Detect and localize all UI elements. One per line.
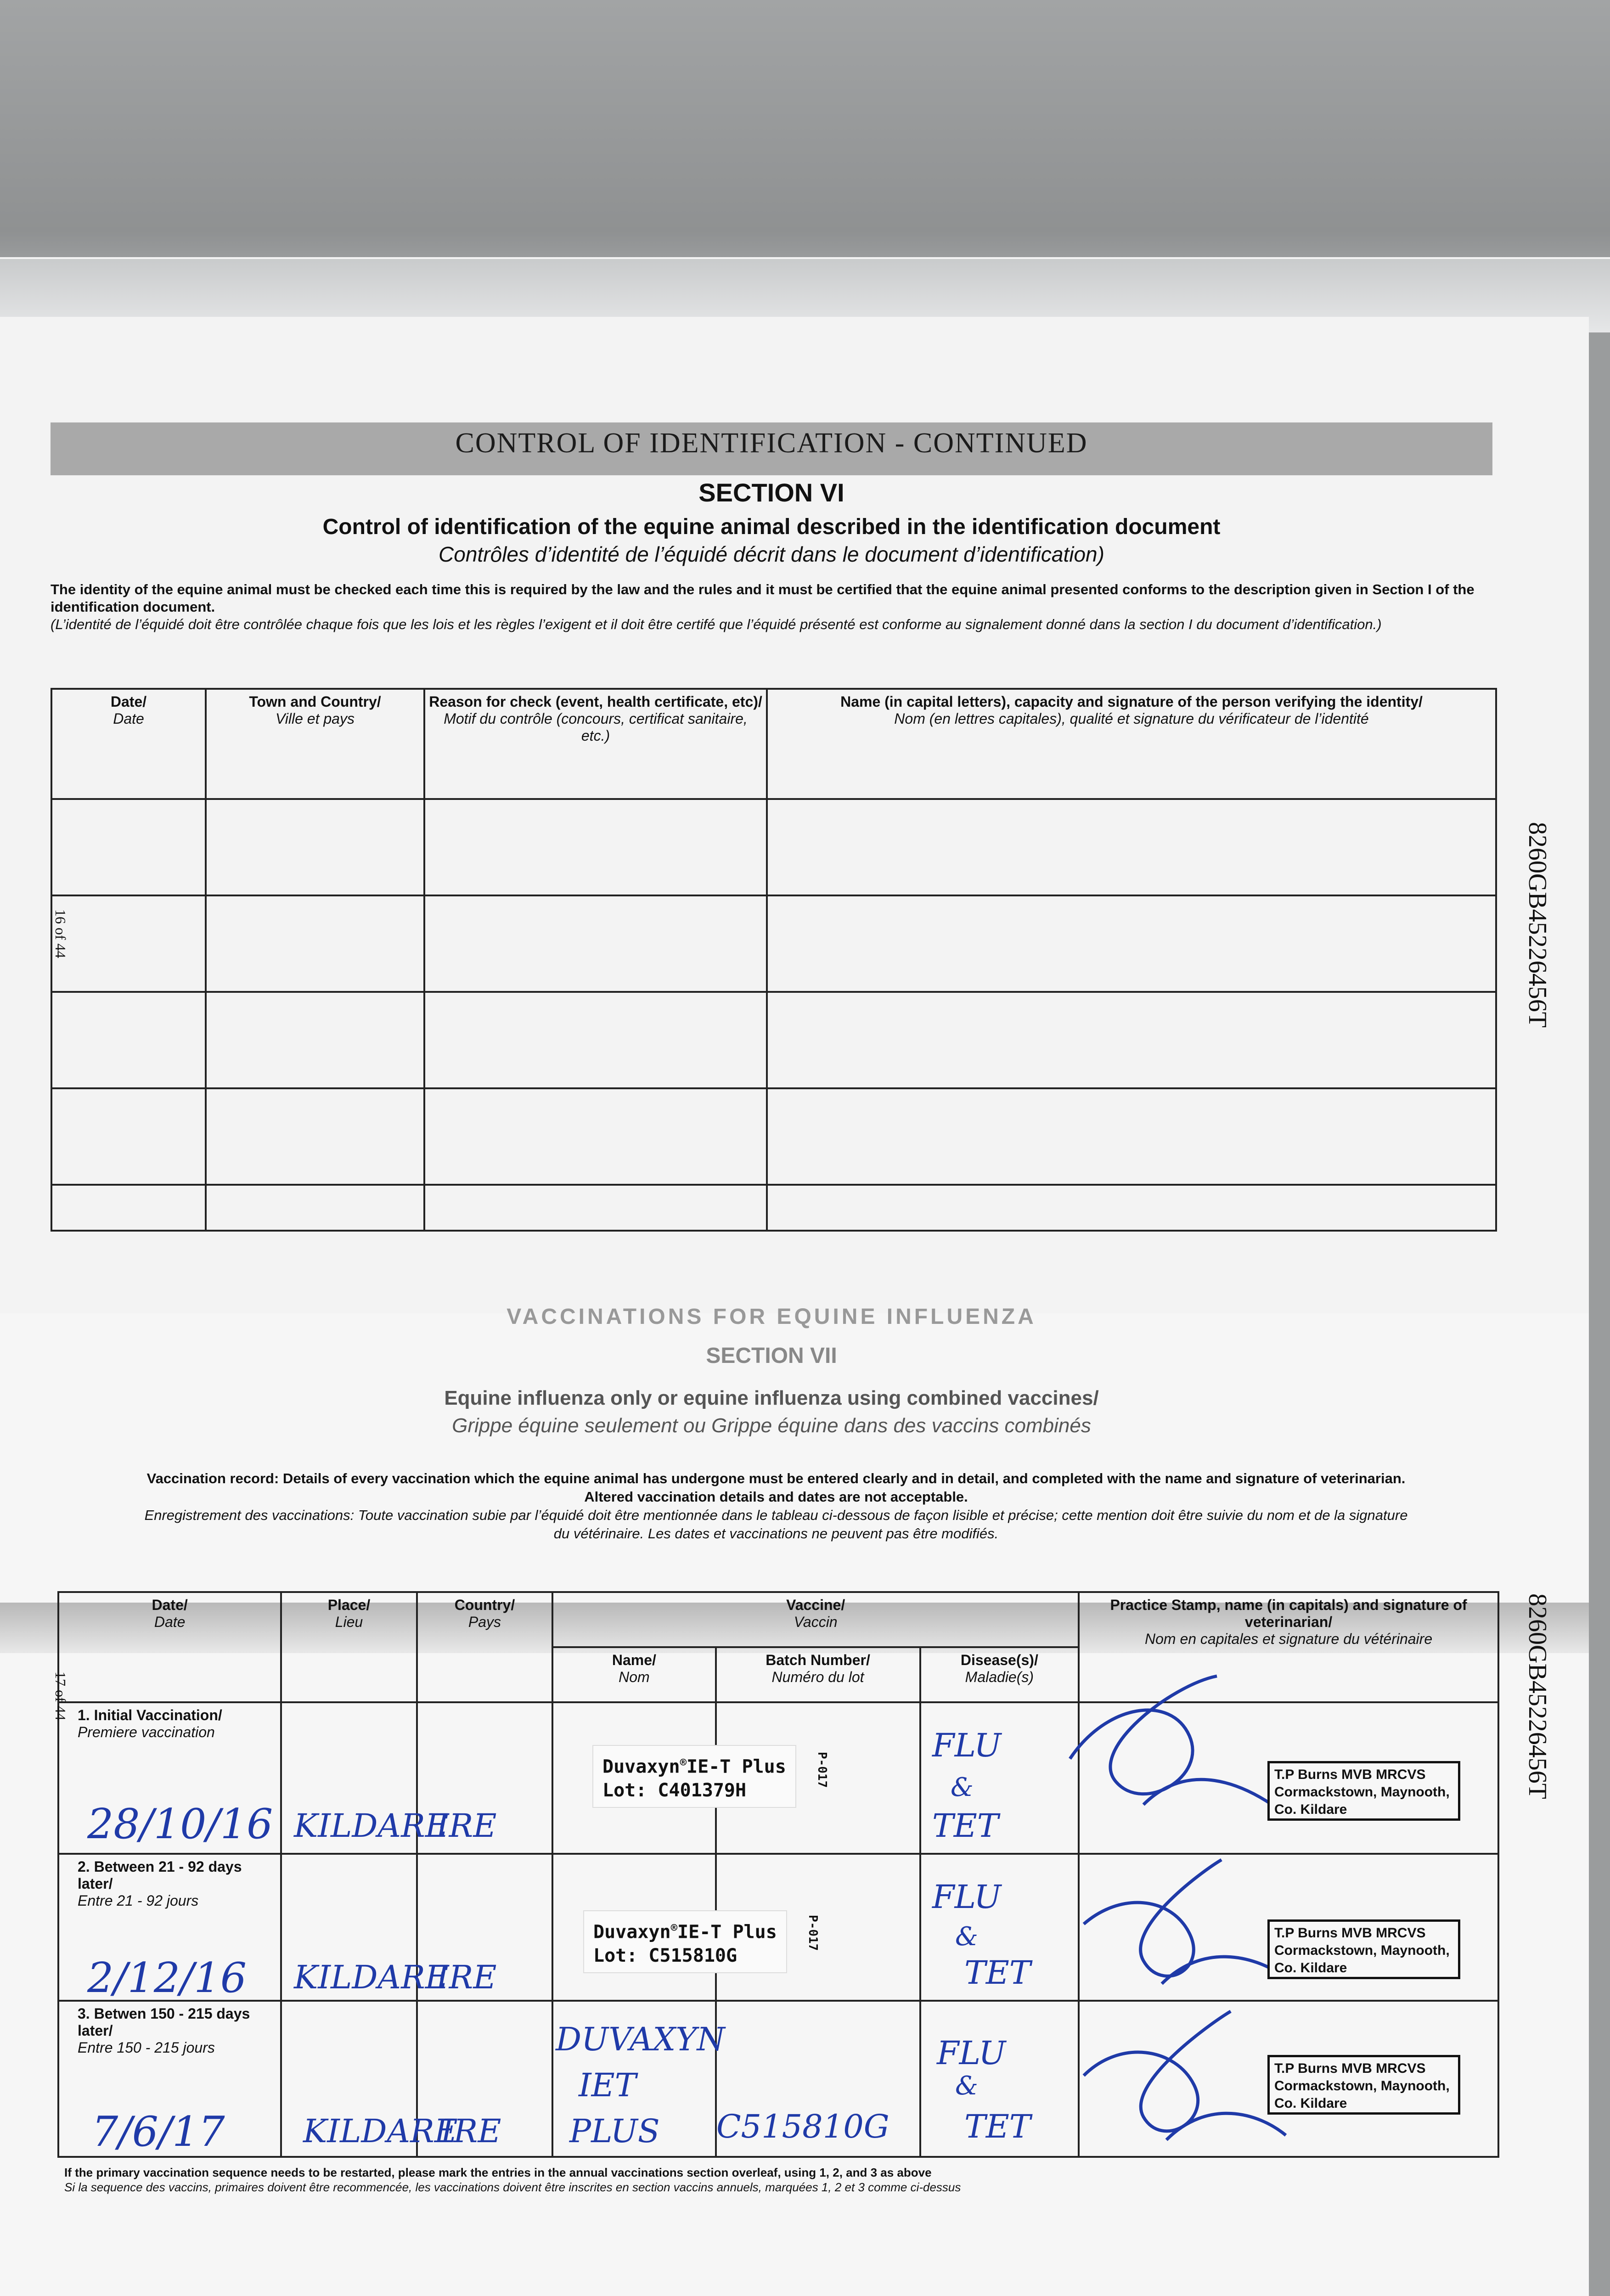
row2-place: KILDARE xyxy=(294,1958,449,1996)
table-row xyxy=(51,1185,1496,1231)
row1-date: 28/10/16 xyxy=(87,1800,273,1848)
intro-fr: (L’identité de l’équidé doit être contrôlée chaque fois que les lois et les règles l’exigent et il doit être certifé que l’équidé présenté est conforme au signalement donné dans la section I du document d’identification.) xyxy=(51,616,1382,632)
row1-sticker-code: P-017 xyxy=(815,1752,829,1788)
col-practice: Practice Stamp, name (in capitals) and signature of veterinarian/ Nom en capitales et signature du vétérinaire xyxy=(1079,1592,1498,1702)
row3-vaccine-1: DUVAXYN xyxy=(556,2020,725,2058)
section-vii-band-title: VACCINATIONS FOR EQUINE INFLUENZA xyxy=(507,1305,1036,1329)
table-row: 2. Between 21 - 92 days later/ Entre 21 - 92 jours xyxy=(58,1854,1498,2001)
table-row xyxy=(51,895,1496,992)
row2-disease-3: TET xyxy=(964,1954,1031,1992)
col-country: Country/ Pays xyxy=(417,1592,553,1702)
section-vii-intro: Vaccination record: Details of every vaccination which the equine animal has undergone must be entered clearly and in detail, and completed with the name and signature of veterinarian. Altered vaccination details and dates are not acceptable. Enregistrement des vaccinations: Toute vaccination subie par l’équidé doit être mentionnée dans le tableau ci-dessous de façon lisible et précise; cette mention doit être suivie du nom et de la signature du vétérinaire. Les dates et vaccinations ne peuvent pas être modifiés. xyxy=(144,1470,1408,1542)
practice-stamp-1: T.P Burns MVB MRCVS Cormackstown, Maynooth, Co. Kildare xyxy=(1267,1761,1460,1821)
identity-check-table xyxy=(51,688,1497,1232)
col-date: Date/ Date xyxy=(51,689,206,799)
section-vi-heading: SECTION VI xyxy=(698,478,844,507)
table-row xyxy=(51,1088,1496,1185)
section-vii-title-en: Equine influenza only or equine influenza using combined vaccines/ xyxy=(444,1387,1099,1409)
row3-batch: C515810G xyxy=(716,2108,889,2145)
row1-disease-1: FLU xyxy=(932,1727,1002,1764)
row3-disease-3: TET xyxy=(964,2108,1031,2145)
col-batch: Batch Number/ Numéro du lot xyxy=(716,1647,920,1702)
table-row: 1. Initial Vaccination/ Premiere vaccination xyxy=(58,1702,1498,1854)
row1-vaccine-sticker: Duvaxyn®IE-T Plus Lot: C401379H xyxy=(592,1745,796,1808)
table-header-row xyxy=(51,689,1496,799)
section-vii-title-fr: Grippe équine seulement ou Grippe équine dans des vaccins combinés xyxy=(452,1414,1091,1437)
row3-disease-1: FLU xyxy=(937,2034,1006,2072)
practice-stamp-3: T.P Burns MVB MRCVS Cormackstown, Maynooth, Co. Kildare xyxy=(1267,2055,1460,2115)
section-vii-heading: SECTION VII xyxy=(706,1344,837,1368)
table-row xyxy=(51,799,1496,895)
passport-number-top: 8260GB45226456T xyxy=(1523,822,1552,1028)
row1-country: IRE xyxy=(436,1807,497,1845)
col-date: Date/ Date xyxy=(58,1592,281,1702)
page-number-bottom: 17 of 44 xyxy=(52,1671,69,1721)
row3-date: 7/6/17 xyxy=(92,2108,225,2156)
section-band-title: CONTROL OF IDENTIFICATION - CONTINUED xyxy=(455,428,1088,459)
row2-disease-1: FLU xyxy=(932,1878,1002,1916)
col-town: Town and Country/ Ville et pays xyxy=(206,689,424,799)
table-row: 3. Betwen 150 - 215 days later/ Entre 150 - 215 jours xyxy=(58,2001,1498,2157)
section-vi-title-fr: Contrôles d’identité de l’équidé décrit dans le document d’identification) xyxy=(439,542,1104,566)
row3-vaccine-2: IET xyxy=(579,2066,636,2104)
table-row xyxy=(51,992,1496,1088)
row3-country: IRE xyxy=(441,2112,501,2150)
section-vi-intro xyxy=(51,581,1492,633)
row1-disease-3: TET xyxy=(932,1807,999,1845)
page-number-top: 16 of 44 xyxy=(52,909,69,958)
col-place: Place/ Lieu xyxy=(281,1592,417,1702)
row2-date: 2/12/16 xyxy=(87,1954,247,2002)
col-reason: Reason for check (event, health certificate, etc)/ Motif du contrôle (concours, certificat sanitaire, etc.) xyxy=(424,689,767,799)
row3-vaccine-3: PLUS xyxy=(569,2112,660,2150)
row1-place: KILDARE xyxy=(294,1807,449,1845)
col-vaccine: Vaccine/ Vaccin xyxy=(552,1592,1079,1647)
col-name: Name/ Nom xyxy=(552,1647,715,1702)
intro-en: The identity of the equine animal must be checked each time this is required by the law and the rules and it must be certified that the equine animal presented conforms to the description given in Section I of the identification document. xyxy=(51,581,1475,615)
practice-stamp-2: T.P Burns MVB MRCVS Cormackstown, Maynooth, Co. Kildare xyxy=(1267,1919,1460,1979)
footnote: If the primary vaccination sequence needs to be restarted, please mark the entries in the annual vaccinations section overleaf, using 1, 2, and 3 as above Si la sequence des vaccins, primaires doivent être recommencée, les vaccinations doivent être inscrites en section vaccins annuels, marquées 1, 2 et 3 comme ci-dessus xyxy=(64,2166,961,2194)
row2-sticker-code: P-017 xyxy=(806,1915,820,1951)
section-vi-title-en: Control of identification of the equine animal described in the identification document xyxy=(322,515,1221,539)
row2-country: IRE xyxy=(436,1958,497,1996)
passport-number-bottom: 8260GB45226456T xyxy=(1523,1593,1552,1799)
row2-vaccine-sticker: Duvaxyn®IE-T Plus Lot: C515810G xyxy=(583,1910,787,1973)
col-disease: Disease(s)/ Maladie(s) xyxy=(920,1647,1079,1702)
row3-disease-2: & xyxy=(955,2071,978,2101)
row1-disease-2: & xyxy=(951,1773,974,1802)
row3-place: KILDARE xyxy=(303,2112,458,2150)
row2-disease-2: & xyxy=(955,1922,978,1952)
table-header-row xyxy=(58,1592,1498,1647)
col-verifier: Name (in capital letters), capacity and signature of the person verifying the identity/ Nom (en lettres capitales), qualité et signature du vérificateur de l’identité xyxy=(767,689,1496,799)
